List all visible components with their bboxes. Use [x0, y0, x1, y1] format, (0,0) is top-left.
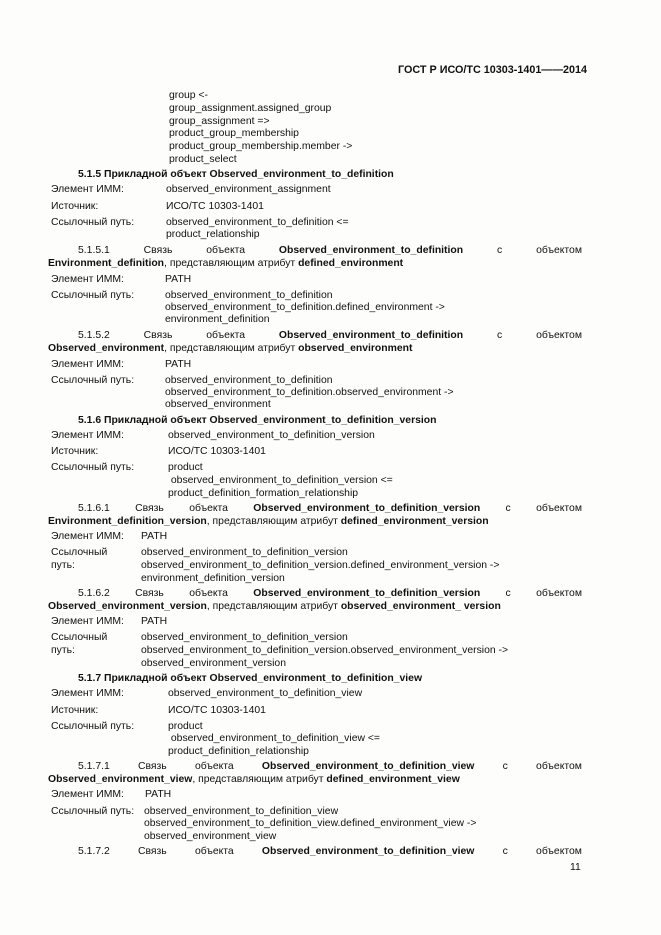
ref-path-line: observed_environment_to_definition [165, 375, 333, 386]
cont-text: , представляющим атрибут [192, 774, 327, 785]
attribute-name: observed_environment [298, 343, 413, 354]
element-label: Элемент ИММ: [51, 616, 124, 627]
title-word: Связь [143, 330, 173, 341]
subsection-number: 5.1.6.1 [78, 503, 110, 514]
title-word: с [502, 761, 508, 772]
ref-path-label: Ссылочный путь: [51, 462, 135, 473]
subsection-title-continuation [48, 601, 501, 613]
ref-path-line: observed_environment_to_definition_view [144, 806, 339, 817]
subsection-title-continuation [48, 516, 489, 528]
element-label: Элемент ИММ: [51, 184, 124, 195]
ref-path-label: Ссылочный [51, 547, 108, 558]
subsection-title-line [78, 330, 582, 342]
title-word: объектом [536, 503, 582, 514]
path-line: group <- [169, 90, 208, 101]
title-word: объекта [189, 588, 228, 599]
source-value: ИСО/ТС 10303-1401 [166, 201, 264, 212]
element-label: Элемент ИММ: [51, 531, 124, 542]
ref-path-line: observed_environment_to_definition_view <= [168, 733, 380, 744]
cont-text: , представляющим атрибут [164, 258, 299, 269]
title-word: объектом [536, 846, 582, 857]
path-line: product_group_membership.member -> [169, 141, 353, 152]
source-value: ИСО/ТС 10303-1401 [168, 705, 266, 716]
element-label: Элемент ИММ: [51, 359, 124, 370]
title-word: Связь [138, 761, 167, 772]
element-label: Элемент ИММ: [51, 688, 124, 699]
target-entity: Observed_environment_view [48, 774, 193, 785]
ref-path-label: Ссылочный путь: [51, 290, 135, 301]
source-label: Источник: [51, 705, 99, 716]
target-entity: Environment_definition_version [48, 516, 207, 527]
ref-path-line: observed_environment_to_definition [165, 290, 333, 301]
ref-path-line: observed_environment_to_definition.observed_environment -> [165, 387, 454, 398]
element-value: observed_environment_assignment [166, 184, 331, 195]
title-word: объектом [536, 761, 582, 772]
section-heading: 5.1.7 Прикладной объект Observed_environment_to_definition_view [78, 673, 423, 684]
ref-path-label: Ссылочный путь: [51, 375, 135, 386]
source-label: Источник: [51, 201, 99, 212]
title-word: Связь [138, 846, 167, 857]
subsection-number: 5.1.5.1 [78, 245, 110, 256]
title-entity: Observed_environment_to_definition_view [261, 846, 475, 857]
source-value: ИСО/ТС 10303-1401 [168, 446, 266, 457]
element-value: PATH [141, 616, 168, 627]
ref-path-line: product [168, 721, 203, 732]
title-word: объекта [206, 245, 246, 256]
title-word: объектом [536, 245, 582, 256]
ref-path-label: Ссылочный [51, 632, 108, 643]
target-entity: Observed_environment_version [48, 601, 207, 612]
title-word: Связь [135, 503, 164, 514]
page-header: ГОСТ Р ИСО/ТС 10303-1401——2014 [398, 64, 588, 76]
title-word: объекта [194, 761, 234, 772]
ref-path-line: observed_environment_to_definition_version.observed_environment_version -> [141, 645, 509, 656]
ref-path-line: product_definition_relationship [168, 746, 309, 757]
title-word: с [505, 588, 511, 599]
element-label: Элемент ИММ: [51, 274, 124, 285]
element-value: observed_environment_to_definition_version [168, 430, 375, 441]
path-line: group_assignment.assigned_group [169, 103, 332, 114]
ref-path-line: product [168, 462, 203, 473]
subsection-number: 5.1.6.2 [78, 588, 110, 599]
ref-path-line: observed_environment_view [144, 831, 277, 842]
attribute-name: defined_environment_view [326, 774, 460, 785]
title-word: Связь [143, 245, 173, 256]
title-word: с [502, 846, 508, 857]
title-word: объектом [536, 330, 582, 341]
cont-text: , представляющим атрибут [206, 601, 341, 612]
subsection-title-line [78, 245, 582, 257]
ref-path-line: observed_environment_to_definition_version <= [168, 475, 393, 486]
ref-path-label: Ссылочный путь: [51, 721, 135, 732]
subsection-title-line [78, 761, 582, 773]
section-heading: 5.1.6 Прикладной объект Observed_environment_to_definition_version [78, 415, 437, 426]
subsection-title-line [78, 503, 582, 515]
ref-path-line: observed_environment_version [141, 658, 286, 669]
title-word: с [505, 503, 511, 514]
ref-path-label: Ссылочный путь: [51, 217, 135, 228]
ref-path-line: observed_environment_to_definition_version [141, 547, 348, 558]
ref-path-line: environment_definition [165, 314, 270, 325]
ref-path-line: observed_environment_to_definition_view.defined_environment_view -> [144, 818, 477, 829]
element-label: Элемент ИММ: [51, 789, 124, 800]
element-value: PATH [145, 789, 172, 800]
cont-text: , представляющим атрибут [164, 343, 299, 354]
element-value: PATH [165, 359, 192, 370]
cont-text: , представляющим атрибут [206, 516, 341, 527]
subsection-number: 5.1.5.2 [78, 330, 110, 341]
ref-path-line: environment_definition_version [141, 573, 285, 584]
path-line: product_select [169, 154, 237, 165]
title-word: объектом [536, 588, 582, 599]
title-entity: Observed_environment_to_definition [278, 330, 464, 341]
attribute-name: observed_environment_ version [340, 601, 501, 612]
title-word: Связь [135, 588, 164, 599]
subsection-title-continuation [48, 258, 403, 270]
ref-path-label: путь: [51, 645, 75, 656]
ref-path-line: product_relationship [166, 229, 260, 240]
attribute-name: defined_environment [298, 258, 404, 269]
ref-path-line: observed_environment_to_definition <= [166, 217, 349, 228]
section-heading: 5.1.5 Прикладной объект Observed_environment_to_definition [78, 169, 394, 180]
ref-path-line: product_definition_formation_relationship [168, 488, 359, 499]
title-entity: Observed_environment_to_definition_view [261, 761, 475, 772]
title-word: с [497, 245, 503, 256]
path-line: product_group_membership [169, 128, 299, 139]
element-value: PATH [141, 531, 168, 542]
subsection-title-continuation [48, 774, 460, 786]
subsection-number: 5.1.7.2 [78, 846, 110, 857]
title-word: объекта [206, 330, 246, 341]
target-entity: Environment_definition [48, 258, 165, 269]
ref-path-line: observed_environment_to_definition_version [141, 632, 348, 643]
title-entity: Observed_environment_to_definition [278, 245, 464, 256]
attribute-name: defined_environment_version [340, 516, 489, 527]
title-word: с [497, 330, 503, 341]
source-label: Источник: [51, 446, 99, 457]
ref-path-line: observed_environment_to_definition.defined_environment -> [165, 302, 445, 313]
title-entity: Observed_environment_to_definition_version [253, 588, 481, 599]
target-entity: Observed_environment [48, 343, 165, 354]
element-label: Элемент ИММ: [51, 430, 124, 441]
title-entity: Observed_environment_to_definition_version [253, 503, 481, 514]
title-word: объекта [189, 503, 228, 514]
ref-path-line: observed_environment [165, 399, 271, 410]
subsection-title-continuation [48, 343, 412, 355]
subsection-title-line [78, 846, 582, 858]
page-number: 11 [570, 862, 581, 873]
element-value: PATH [165, 274, 192, 285]
element-value: observed_environment_to_definition_view [168, 688, 363, 699]
ref-path-line: observed_environment_to_definition_version.defined_environment_version -> [141, 560, 500, 571]
subsection-number: 5.1.7.1 [78, 761, 110, 772]
title-word: объекта [194, 846, 234, 857]
ref-path-label: путь: [51, 560, 75, 571]
subsection-title-line [78, 588, 582, 600]
path-line: group_assignment => [169, 116, 270, 127]
ref-path-label: Ссылочный путь: [51, 806, 135, 817]
